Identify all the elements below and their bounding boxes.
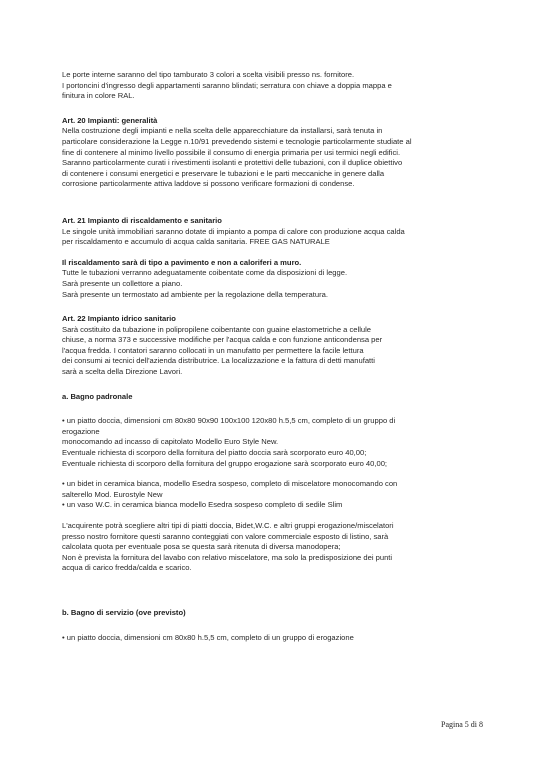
text-line: I portoncini d'ingresso degli appartamenti saranno blindati; serratura con chiave a doppia mappa e: [62, 80, 392, 90]
bagno-padronale-doccia: [62, 416, 482, 469]
text-line: sarà a scelta della Direzione Lavori.: [62, 367, 183, 377]
bagno-padronale-sanitari: [62, 479, 482, 511]
text-line: Eventuale richiesta di scorporo della fornitura del gruppo erogazione sarà scorporato euro 40,00;: [62, 458, 388, 468]
text-line: Sarà presente un termostato ad ambiente per la regolazione della temperatura.: [62, 289, 328, 299]
text-line: erogazione: [62, 426, 100, 436]
art20-paragraph: [62, 126, 482, 190]
text-line: corrosione particolarmente attiva laddove si possono verificare formazioni di condense.: [62, 179, 355, 189]
text-line: salterello Mod. Eurostyle New: [62, 489, 163, 499]
bagno-padronale-heading: a. Bagno padronale: [62, 391, 133, 401]
list-item: • un vaso W.C. in ceramica bianca modello Esedra sospeso completo di sedile Slim: [62, 500, 343, 510]
text-line: Le porte interne saranno del tipo tamburato 3 colori a scelta visibili presso ns. fornitore.: [62, 70, 355, 79]
text-line: Saranno particolarmente curati i rivestimenti isolanti e protettivi delle tubazioni, con il duplice obiettivo: [62, 158, 403, 168]
text-line: l'acqua fredda. I contatori saranno collocati in un manufatto per permettere la facile lettura: [62, 345, 364, 355]
page-number: Pagina 5 di 8: [441, 720, 483, 729]
text-line: Sarà costituito da tubazione in polipropilene coibentante con guaine elastometriche a cellule: [62, 324, 372, 334]
art21-paragraph: [62, 227, 482, 248]
art20-heading: Art. 20 Impianti: generalità: [62, 115, 158, 125]
text-line: Eventuale richiesta di scorporo della fornitura del piatto doccia sarà scorporato euro 40,00;: [62, 448, 367, 458]
list-item: • un piatto doccia, dimensioni cm 80x80 h.5,5 cm, completo di un gruppo di erogazione: [62, 632, 354, 642]
bagno-servizio-doccia: [62, 633, 482, 644]
text-line: acqua di carico fredda/calda e scarico.: [62, 563, 192, 573]
text-line: Tutte le tubazioni verranno adeguatamente coibentate come da disposizioni di legge.: [62, 268, 348, 278]
text-line: particolare considerazione la Legge n.10/91 prevedendo sistemi e tecnologie particolarmente studiate al: [62, 136, 412, 146]
text-line: finitura in colore RAL.: [62, 91, 135, 101]
list-item: • un bidet in ceramica bianca, modello Esedra sospeso, completo di miscelatore monocomando con: [62, 479, 398, 489]
text-line: calcolata quota per eventuale posa se questa sarà ritenuta di diversa manodopera;: [62, 542, 341, 552]
text-line: monocomando ad incasso di capitolato Modello Euro Style New.: [62, 437, 279, 447]
list-item: • un piatto doccia, dimensioni cm 80x80 90x90 100x100 120x80 h.5,5 cm, completo di un gruppo di: [62, 416, 396, 426]
text-line: per riscaldamento e accumulo di acqua calda sanitaria. FREE GAS NATURALE: [62, 237, 330, 247]
intro-paragraph: [62, 70, 482, 102]
text-line: Le singole unità immobiliari saranno dotate di impianto a pompa di calore con produzione acqua calda: [62, 226, 405, 236]
art21-subheading: Il riscaldamento sarà di tipo a pavimento e non a caloriferi a muro.: [62, 257, 302, 267]
text-line: chiuse, a norma 373 e successive modifiche per l'acqua calda e con funzione anticondensa per: [62, 335, 383, 345]
bagno-padronale-note: [62, 521, 482, 574]
text-line: Sarà presente un collettore a piano.: [62, 278, 183, 288]
text-line: Nella costruzione degli impianti e nella scelta delle apparecchiature da installarsi, sarà tenuta in: [62, 126, 383, 136]
text-line: di contenere i consumi energetici e preservare le tubazioni e le parti meccaniche in genere dalla: [62, 168, 385, 178]
text-line: L'acquirente potrà scegliere altri tipi di piatti doccia, Bidet,W.C. e altri gruppi erogazione/miscelatori: [62, 521, 394, 530]
art21-paragraph-2: [62, 268, 482, 300]
art21-heading: Art. 21 Impianto di riscaldamento e sanitario: [62, 215, 222, 225]
text-line: fine di contenere al minimo livello possibile il consumo di energia primaria per usi termici negli edifici.: [62, 147, 401, 157]
text-line: presso nostro fornitore questi saranno conteggiati con valore commerciale esposto di listino, sarà: [62, 531, 389, 541]
art22-heading: Art. 22 Impianto idrico sanitario: [62, 314, 176, 324]
bagno-servizio-heading: b. Bagno di servizio (ove previsto): [62, 607, 186, 617]
text-line: Non è prevista la fornitura del lavabo con relativo miscelatore, ma solo la predisposizione dei punti: [62, 552, 393, 562]
document-body: [62, 70, 482, 643]
text-line: dei consumi ai tecnici dell'azienda distributrice. La localizzazione e la fattura di detti manufatti: [62, 356, 375, 366]
art22-paragraph: [62, 325, 482, 378]
